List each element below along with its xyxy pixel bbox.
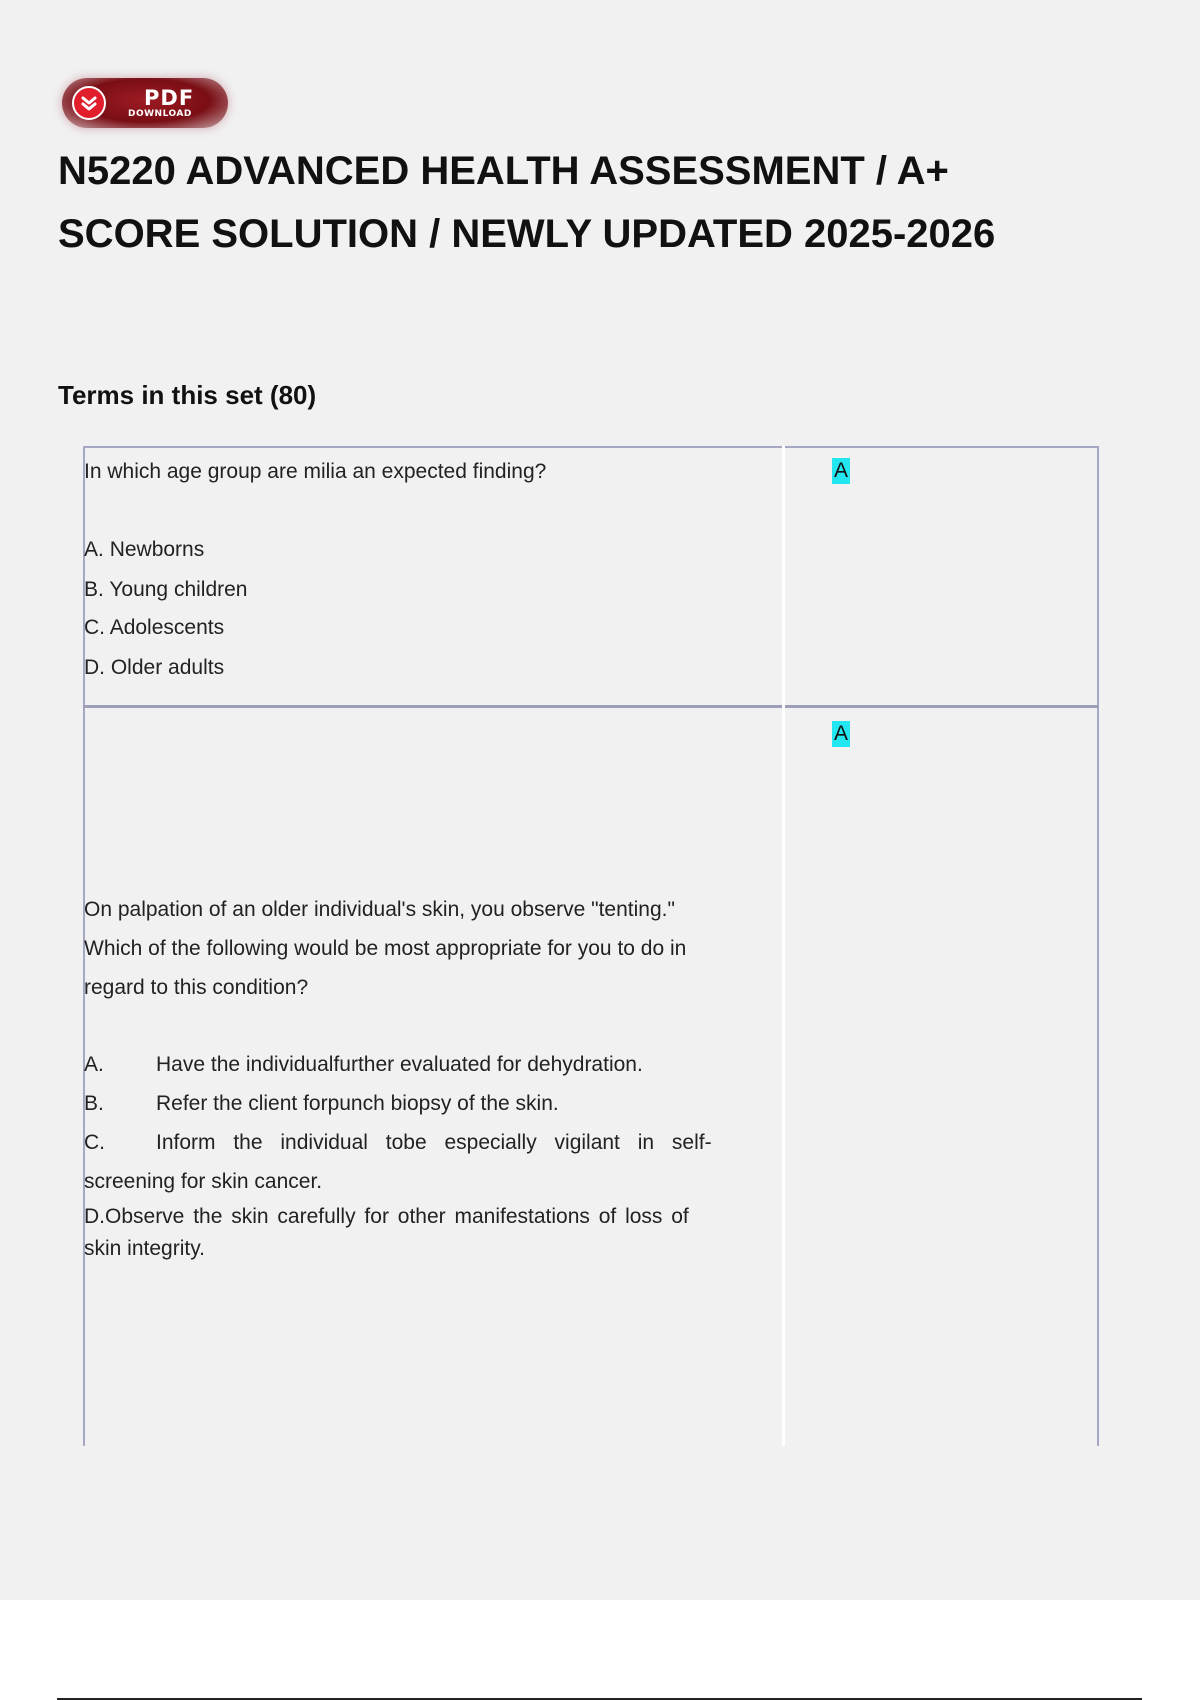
option-continuation: skin integrity.	[84, 1237, 205, 1260]
title-line-2: SCORE SOLUTION / NEWLY UPDATED 2025-2026	[58, 212, 996, 256]
option-letter: B.	[84, 1092, 104, 1115]
answer-highlight: A	[834, 722, 849, 745]
terms-heading: Terms in this set (80)	[58, 380, 317, 410]
answer-highlight: A	[834, 459, 849, 482]
table-right-border	[1097, 446, 1099, 1446]
question-line: Which of the following would be most appropriate for you to do in	[84, 937, 687, 960]
options-list	[84, 1045, 752, 1265]
option-text: Older adults	[110, 656, 225, 679]
option-text: Young children	[109, 578, 248, 601]
logo-download-text: DOWNLOAD	[128, 109, 192, 119]
title-line-1: N5220 ADVANCED HEALTH ASSESSMENT / A+	[58, 149, 949, 193]
option-row	[84, 570, 247, 609]
option-text: Inform the individual tobe especially vigilant in self-	[156, 1131, 712, 1154]
option-text: Have the individualfurther evaluated for dehydration.	[156, 1053, 643, 1076]
option-text: Refer the client forpunch biopsy of the skin.	[156, 1092, 559, 1115]
option-letter: C.	[84, 616, 105, 639]
option-row	[84, 1123, 752, 1162]
option-row	[84, 648, 224, 687]
column-divider	[782, 446, 785, 1446]
option-row	[84, 530, 204, 569]
option-row	[84, 1201, 752, 1233]
pdf-download-logo[interactable]	[62, 78, 228, 128]
option-text: Adolescents	[109, 616, 225, 639]
question-line: regard to this condition?	[84, 976, 309, 999]
page-title	[58, 140, 1118, 266]
option-letter: A.	[84, 538, 104, 561]
question-text: In which age group are milia an expected finding?	[84, 460, 547, 483]
row-divider	[83, 705, 1099, 708]
question-line: On palpation of an older individual's skin, you observe "tenting."	[84, 898, 675, 921]
table-top-border	[83, 446, 1099, 448]
option-text: Newborns	[109, 538, 205, 561]
option-row	[84, 1045, 752, 1084]
option-row	[84, 608, 224, 647]
option-letter: D.	[84, 1205, 105, 1228]
logo-pdf-text: PDF	[144, 86, 195, 110]
option-letter: D.	[84, 656, 105, 679]
chevron-down-icon	[72, 86, 106, 120]
option-text: Observe the skin carefully for other manifestations of loss of	[105, 1205, 689, 1228]
option-letter: C.	[84, 1131, 105, 1154]
option-letter: B.	[84, 578, 104, 601]
question-text	[84, 890, 752, 1007]
option-row	[84, 1084, 752, 1123]
option-continuation: screening for skin cancer.	[84, 1170, 323, 1193]
option-letter: A.	[84, 1053, 104, 1076]
